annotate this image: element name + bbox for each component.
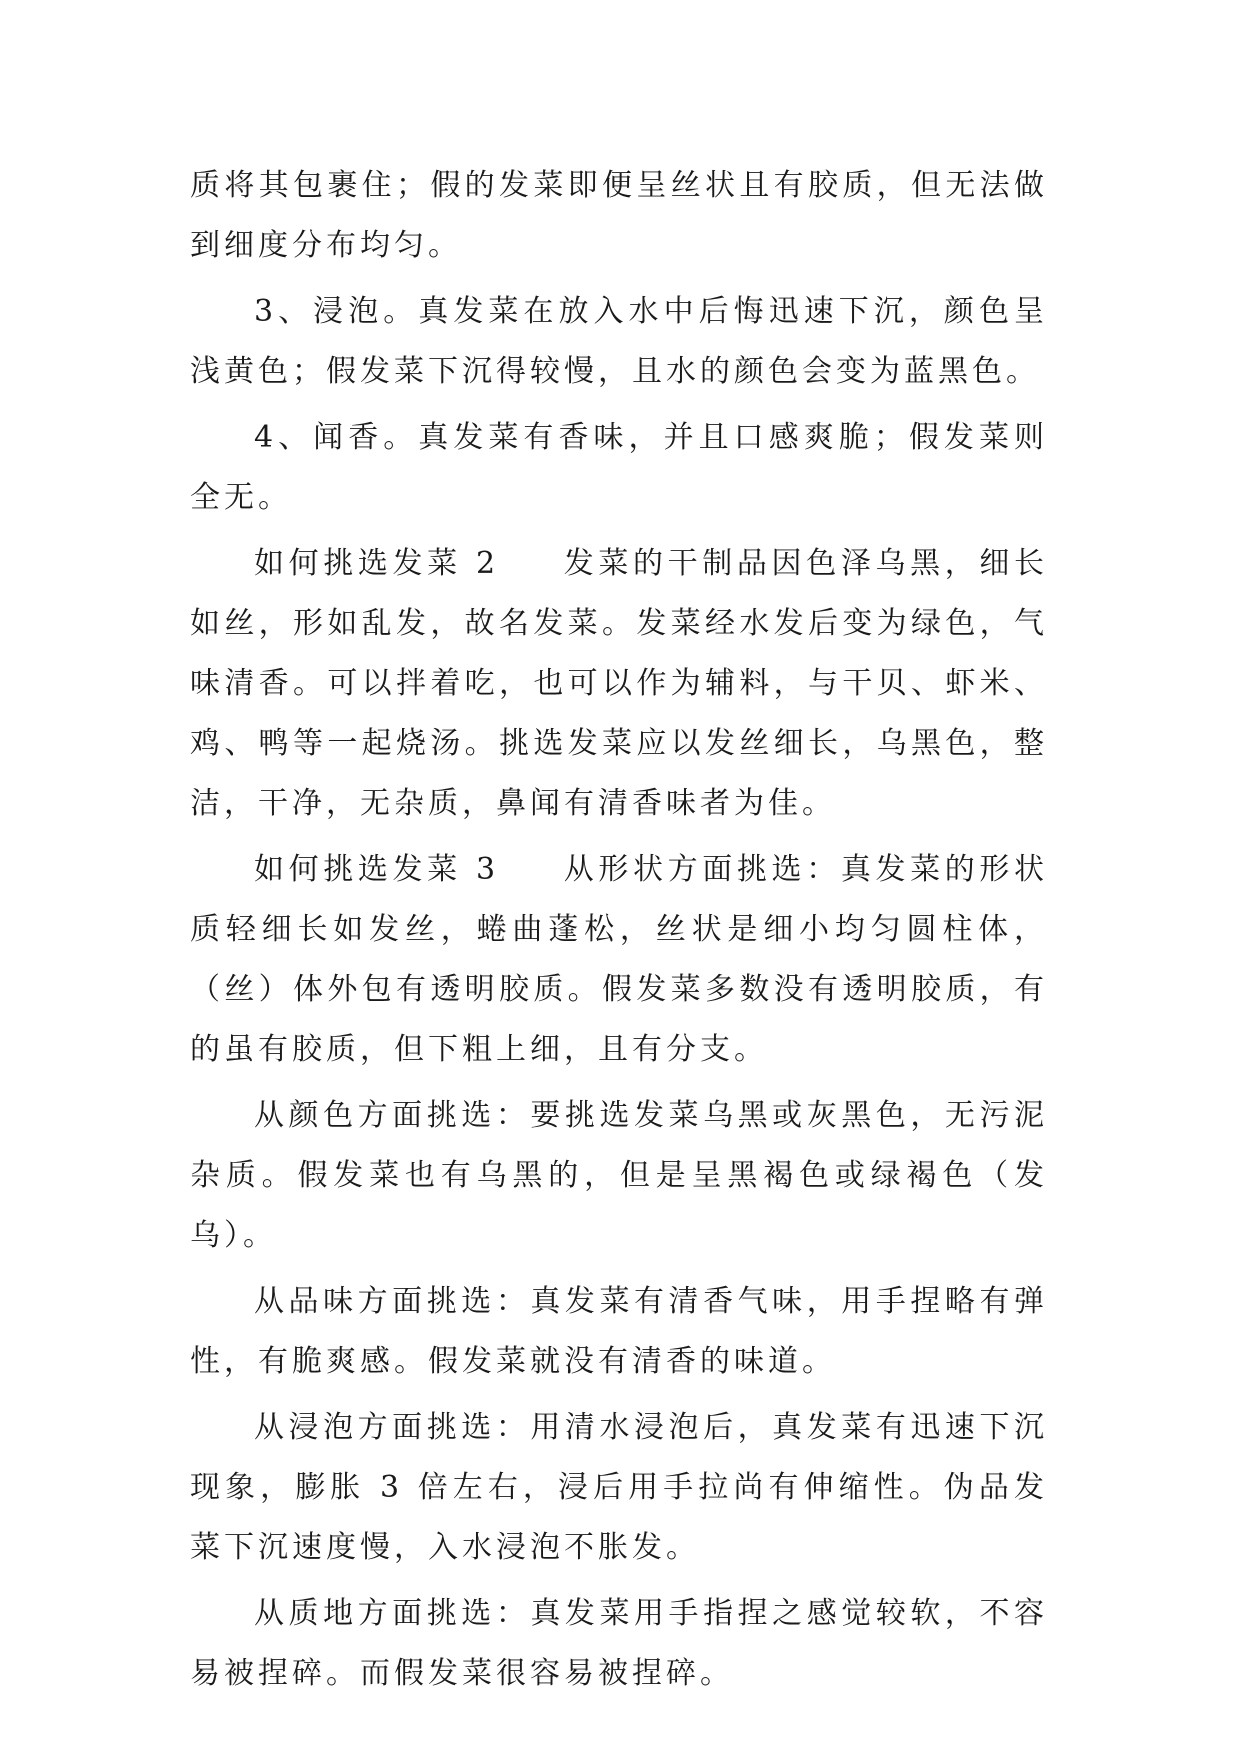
paragraph-text: 3、浸泡。真发菜在放入水中后悔迅速下沉，颜色呈浅黄色；假发菜下沉得较慢，且水的颜色会变为蓝黑色。 [190, 294, 1048, 389]
paragraph-text: 质将其包裹住；假的发菜即便呈丝状且有胶质，但无法做到细度分布均匀。 [190, 168, 1048, 263]
paragraph-soaking [190, 282, 1048, 402]
paragraph-text: 从形状方面挑选：真发菜的形状质轻细长如发丝，蜷曲蓬松，丝状是细小均匀圆柱体，（丝）体外包有透明胶质。假发菜多数没有透明胶质，有的虽有胶质，但下粗上细，且有分支。 [190, 852, 1049, 1067]
document-body [190, 156, 1048, 1710]
paragraph-text: 发菜的干制品因色泽乌黑，细长如丝，形如乱发，故名发菜。发菜经水发后变为绿色，气味清香。可以拌着吃，也可以作为辅料，与干贝、虾米、鸡、鸭等一起烧汤。挑选发菜应以发丝细长，乌黑色，整洁，干净，无杂质，鼻闻有清香味者为佳。 [190, 546, 1049, 821]
paragraph-text: 从质地方面挑选：真发菜用手指捏之感觉较软，不容易被捏碎。而假发菜很容易被捏碎。 [190, 1596, 1048, 1691]
paragraph-text: 从颜色方面挑选：要挑选发菜乌黑或灰黑色，无污泥杂质。假发菜也有乌黑的，但是呈黑褐色或绿褐色（发乌）。 [190, 1098, 1048, 1253]
paragraph-smell [190, 408, 1048, 528]
paragraph-color [190, 1086, 1048, 1266]
paragraph-continuation [190, 156, 1048, 276]
section-heading: 如何挑选发菜 2 [254, 546, 500, 581]
paragraph-texture [190, 1584, 1048, 1704]
paragraph-method-2 [190, 534, 1048, 834]
paragraph-text: 从浸泡方面挑选：用清水浸泡后，真发菜有迅速下沉现象，膨胀 3 倍左右，浸后用手拉尚有伸缩性。伪品发菜下沉速度慢，入水浸泡不胀发。 [190, 1410, 1048, 1565]
section-heading: 如何挑选发菜 3 [254, 852, 500, 887]
paragraph-method-3 [190, 840, 1048, 1080]
paragraph-taste [190, 1272, 1048, 1392]
paragraph-immersion [190, 1398, 1048, 1578]
paragraph-text: 从品味方面挑选：真发菜有清香气味，用手捏略有弹性，有脆爽感。假发菜就没有清香的味道。 [190, 1284, 1048, 1379]
paragraph-text: 4、闻香。真发菜有香味，并且口感爽脆；假发菜则全无。 [190, 420, 1048, 515]
